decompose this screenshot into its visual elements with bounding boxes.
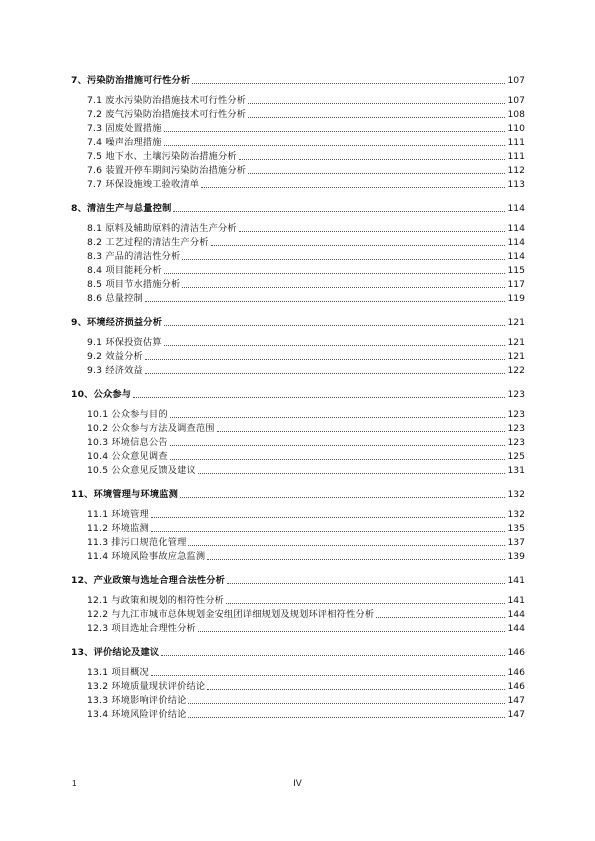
toc-entry-title: 7.2 废气污染防治措施技术可行性分析 [87,109,247,120]
toc-section-entry[interactable] [71,434,525,448]
toc-entry-title: 9.3 经济效益 [87,365,143,376]
toc-entry-page: 147 [507,695,525,706]
toc-section-entry[interactable] [71,234,525,248]
toc-dot-leader [133,397,505,398]
toc-entry-page: 113 [507,179,525,190]
toc-entry-page: 141 [507,575,525,586]
toc-chapter-entry[interactable] [71,313,525,328]
toc-entry-title: 9.2 效益分析 [87,351,143,362]
toc-entry-page: 141 [507,595,525,606]
toc-entry-page: 110 [507,123,525,134]
toc-entry-title: 11.1 环境管理 [87,509,149,520]
toc-dot-leader [211,245,506,246]
toc-section-entry[interactable] [71,262,525,276]
toc-entry-title: 8.3 产品的清洁性分析 [87,251,181,262]
toc-section-entry[interactable] [71,664,525,678]
toc-dot-leader [198,473,506,474]
toc-entry-page: 114 [507,251,525,262]
toc-entry-title: 11.3 排污口规范化管理 [87,537,187,548]
toc-chapter-entry[interactable] [71,71,525,86]
toc-dot-leader [170,459,506,460]
toc-section-entry[interactable] [71,692,525,706]
toc-section-entry[interactable] [71,706,525,720]
toc-entry-title: 9、环境经济损益分析 [71,317,163,328]
toc-entry-title: 7.7 环保设施竣工验收清单 [87,179,200,190]
toc-entry-title: 10.4 公众意见调查 [87,451,168,462]
toc-entry-title: 10.3 环境信息公告 [87,437,168,448]
toc-entry-page: 122 [507,365,525,376]
toc-entry-page: 144 [507,609,525,620]
toc-entry-page: 119 [507,293,525,304]
toc-section-entry[interactable] [71,548,525,562]
toc-dot-leader [180,497,505,498]
toc-dot-leader [239,231,506,232]
toc-entry-page: 111 [507,137,525,148]
toc-section-entry[interactable] [71,92,525,106]
toc-entry-title: 10、公众参与 [71,389,132,400]
toc-section-entry[interactable] [71,520,525,534]
toc-dot-leader [207,559,505,560]
toc-entry-title: 8.1 原料及辅助原料的清洁生产分析 [87,223,237,234]
toc-section-entry[interactable] [71,606,525,620]
toc-entry-page: 108 [507,109,525,120]
toc-dot-leader [164,345,506,346]
toc-entry-title: 10.1 公众参与目的 [87,409,168,420]
toc-dot-leader [170,445,506,446]
toc-section-entry[interactable] [71,678,525,692]
toc-entry-page: 123 [507,389,525,400]
toc-dot-leader [201,187,505,188]
toc-dot-leader [164,145,506,146]
toc-entry-title: 13.2 环境质量现状评价结论 [87,681,206,692]
toc-dot-leader [227,583,505,584]
toc-section-entry[interactable] [71,290,525,304]
toc-entry-page: 107 [507,75,525,86]
toc-section-entry[interactable] [71,420,525,434]
toc-entry-page: 121 [507,337,525,348]
toc-entry-title: 11.4 环境风险事故应急监测 [87,551,206,562]
toc-chapter-entry[interactable] [71,385,525,400]
toc-dot-leader [239,159,506,160]
toc-entry-title: 8.2 工艺过程的清洁生产分析 [87,237,209,248]
toc-entry-page: 115 [507,265,525,276]
toc-entry-title: 7.3 固废处置措施 [87,123,162,134]
toc-dot-leader [376,617,505,618]
table-of-contents [71,71,525,720]
toc-chapter-entry[interactable] [71,643,525,658]
toc-dot-leader [145,359,506,360]
page-number: IV [293,778,302,788]
toc-entry-title: 8.6 总量控制 [87,293,143,304]
toc-entry-page: 146 [507,681,525,692]
toc-entry-page: 146 [507,667,525,678]
toc-entry-title: 7.1 废水污染防治措施技术可行性分析 [87,95,247,106]
toc-section-entry[interactable] [71,406,525,420]
toc-dot-leader [217,431,506,432]
toc-section-entry[interactable] [71,348,525,362]
toc-dot-leader [188,545,505,546]
toc-entry-page: 132 [507,489,525,500]
toc-dot-leader [173,211,505,212]
toc-chapter-entry[interactable] [71,571,525,586]
toc-entry-page: 123 [507,409,525,420]
toc-entry-title: 12.1 与政策和规划的相符性分析 [87,595,225,606]
toc-section-entry[interactable] [71,592,525,606]
toc-entry-page: 146 [507,647,525,658]
toc-entry-page: 137 [507,537,525,548]
toc-entry-title: 12.3 项目选址合理性分析 [87,623,196,634]
footer-left-number: 1 [72,779,77,788]
toc-entry-title: 11、环境管理与环境监测 [71,489,179,500]
toc-entry-title: 7、污染防治措施可行性分析 [71,75,191,86]
toc-section-entry[interactable] [71,106,525,120]
toc-entry-page: 125 [507,451,525,462]
toc-section-entry[interactable] [71,620,525,634]
toc-section-entry[interactable] [71,162,525,176]
toc-dot-leader [151,517,506,518]
toc-dot-leader [151,675,506,676]
toc-section-entry[interactable] [71,148,525,162]
toc-entry-title: 7.6 装置开停车期间污染防治措施分析 [87,165,247,176]
toc-entry-page: 135 [507,523,525,534]
toc-dot-leader [198,631,506,632]
toc-section-entry[interactable] [71,506,525,520]
toc-entry-page: 107 [507,95,525,106]
toc-entry-page: 131 [507,465,525,476]
toc-dot-leader [248,117,505,118]
toc-dot-leader [170,417,506,418]
toc-entry-page: 123 [507,437,525,448]
toc-section-entry[interactable] [71,448,525,462]
toc-entry-title: 9.1 环保投资估算 [87,337,162,348]
toc-entry-title: 8.5 项目节水措施分析 [87,279,181,290]
toc-entry-page: 144 [507,623,525,634]
toc-chapter-entry[interactable] [71,485,525,500]
toc-entry-page: 117 [507,279,525,290]
toc-entry-title: 8.4 项目能耗分析 [87,265,162,276]
toc-section-entry[interactable] [71,334,525,348]
toc-entry-page: 112 [507,165,525,176]
toc-entry-title: 7.4 噪声治理措施 [87,137,162,148]
toc-dot-leader [164,325,505,326]
toc-entry-title: 13、评价结论及建议 [71,647,160,658]
toc-section-entry[interactable] [71,362,525,376]
toc-dot-leader [164,273,506,274]
toc-dot-leader [248,173,505,174]
toc-entry-title: 10.5 公众意见反馈及建议 [87,465,196,476]
toc-entry-title: 12.2 与九江市城市总体规划金安组团详细规划及规划环评相符性分析 [87,609,375,620]
toc-entry-title: 13.1 项目概况 [87,667,149,678]
toc-entry-title: 13.4 环境风险评价结论 [87,709,187,720]
toc-dot-leader [161,655,505,656]
toc-entry-page: 121 [507,351,525,362]
toc-dot-leader [188,717,505,718]
toc-entry-page: 139 [507,551,525,562]
toc-chapter-entry[interactable] [71,199,525,214]
toc-entry-title: 7.5 地下水、土壤污染防治措施分析 [87,151,237,162]
toc-dot-leader [188,703,505,704]
toc-dot-leader [182,287,505,288]
toc-section-entry[interactable] [71,276,525,290]
toc-entry-page: 114 [507,237,525,248]
toc-dot-leader [182,259,505,260]
toc-entry-title: 13.3 环境影响评价结论 [87,695,187,706]
toc-dot-leader [248,103,505,104]
toc-section-entry[interactable] [71,220,525,234]
toc-dot-leader [226,603,505,604]
toc-entry-title: 10.2 公众参与方法及调查范围 [87,423,215,434]
toc-dot-leader [164,131,506,132]
toc-entry-page: 114 [507,223,525,234]
toc-entry-page: 111 [507,151,525,162]
toc-section-entry[interactable] [71,120,525,134]
toc-dot-leader [151,531,506,532]
toc-section-entry[interactable] [71,176,525,190]
toc-dot-leader [207,689,505,690]
toc-dot-leader [145,373,506,374]
toc-entry-page: 147 [507,709,525,720]
toc-entry-title: 12、产业政策与选址合理合法性分析 [71,575,225,586]
toc-entry-page: 114 [507,203,525,214]
toc-dot-leader [192,83,505,84]
toc-entry-page: 132 [507,509,525,520]
toc-section-entry[interactable] [71,462,525,476]
toc-section-entry[interactable] [71,248,525,262]
toc-section-entry[interactable] [71,134,525,148]
toc-entry-page: 123 [507,423,525,434]
toc-entry-title: 11.2 环境监测 [87,523,149,534]
toc-entry-page: 121 [507,317,525,328]
toc-entry-title: 8、清洁生产与总量控制 [71,203,172,214]
toc-dot-leader [145,301,506,302]
toc-section-entry[interactable] [71,534,525,548]
